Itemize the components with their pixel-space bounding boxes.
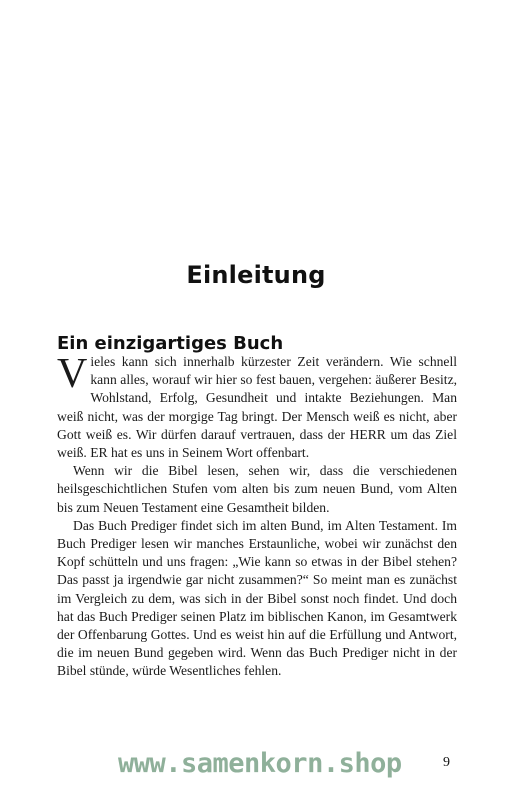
body-text: [57, 353, 457, 681]
drop-cap: V: [57, 351, 88, 397]
section-title: Ein einzigartiges Buch: [57, 332, 284, 354]
paragraph-1-text: ieles kann sich innerhalb kürzester Zeit verändern. Wie schnell kann alles, worauf wir hier so fest bauen, vergehen: äußerer Besitz, Wohlstand, Erfolg, Gesundheit und intakte Beziehungen. Man weiß nicht, was der morgige Tag bringt. Der Mensch weiß es nicht, aber Gott weiß es. Wir dürfen darauf vertrauen, dass der HERR um das Ziel weiß. ER hat es uns in Seinem Wort offenbart.: [57, 354, 457, 461]
page-number: 9: [443, 755, 450, 770]
watermark-url: www.samenkorn.shop: [118, 748, 402, 779]
paragraph-2: Wenn wir die Bibel lesen, sehen wir, dass die verschiedenen heilsgeschichtlichen Stufen vom alten bis zum neuen Bund, vom Alten bis zum Neuen Testament eine Gesamtheit bilden.: [57, 463, 457, 515]
chapter-title: Einleitung: [186, 261, 326, 290]
paragraph-1: [57, 353, 457, 462]
paragraph-3: Das Buch Prediger findet sich im alten Bund, im Alten Testament. Im Buch Prediger lesen wir manches Erstaunliche, wobei wir zunächst den Kopf schütteln und uns fragen: „Wie kann so etwas in der Bibel stehen? Das passt ja irgendwie gar nicht zusammen?“ So meint man es zunächst im Vergleich zu dem, was sich in der Bibel sonst noch findet. Und doch hat das Buch Prediger seinen Platz im biblischen Kanon, im Gesamtwerk der Offenbarung Gottes. Und es weist hin auf die Erfüllung und Antwort, die im neuen Bund gegeben wird. Wenn das Buch Prediger nicht in der Bibel stünde, würde Wesentliches fehlen.: [57, 517, 457, 679]
